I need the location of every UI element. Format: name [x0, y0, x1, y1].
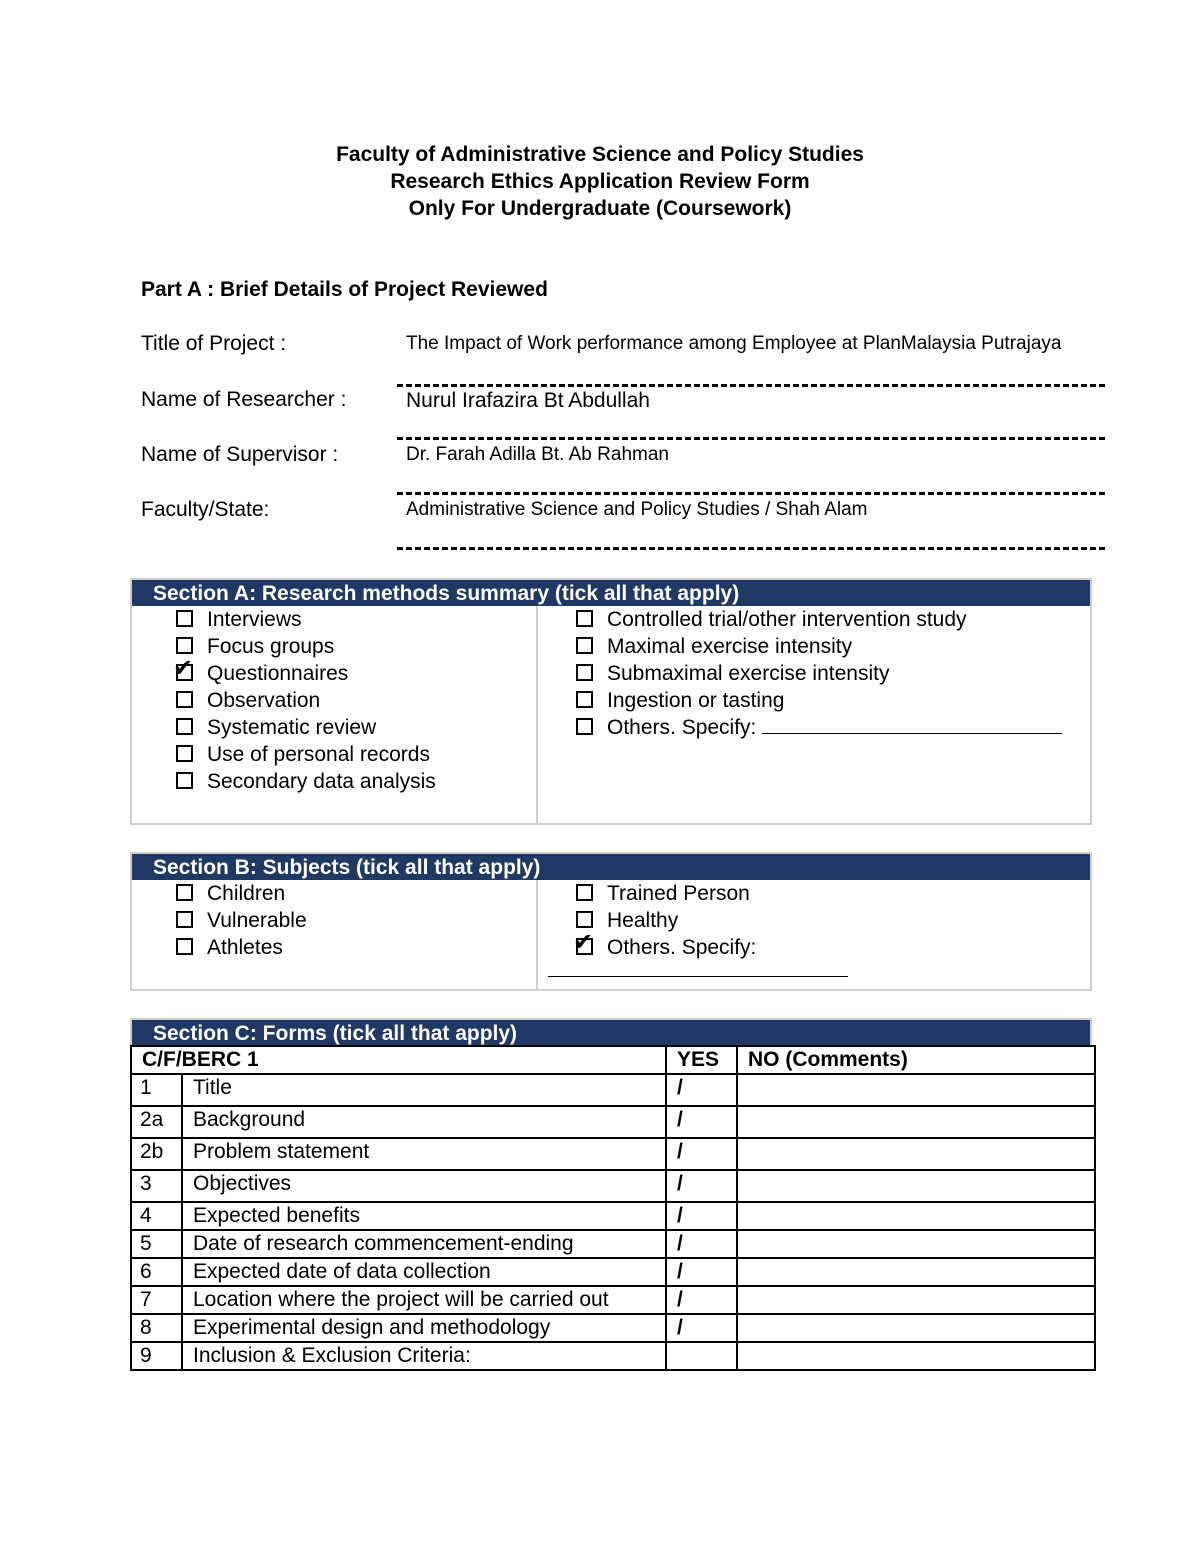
form-title: Research Ethics Application Review Form	[390, 170, 810, 193]
section-a-left-column	[132, 606, 538, 823]
row-number: 7	[131, 1286, 182, 1314]
table-row	[131, 1230, 1095, 1258]
table-row	[131, 1286, 1095, 1314]
table-row	[131, 1138, 1095, 1170]
row-yes[interactable]: /	[666, 1314, 737, 1342]
row-comment[interactable]	[737, 1230, 1095, 1258]
table-row	[131, 1258, 1095, 1286]
row-item: Location where the project will be carried out	[182, 1286, 666, 1314]
row-number: 6	[131, 1258, 182, 1286]
row-item: Date of research commencement-ending	[182, 1230, 666, 1258]
checkbox-icon[interactable]	[176, 745, 193, 762]
row-item: Objectives	[182, 1170, 666, 1202]
section-c-title: Section C: Forms (tick all that apply)	[132, 1020, 1090, 1046]
column-header-no-comments: NO (Comments)	[737, 1046, 1095, 1074]
row-item: Expected date of data collection	[182, 1258, 666, 1286]
faculty-state-label: Faculty/State:	[141, 498, 270, 521]
row-comment[interactable]	[737, 1286, 1095, 1314]
table-row	[131, 1106, 1095, 1138]
option-submaximal-exercise[interactable]	[576, 660, 1090, 687]
checkbox-checked-icon[interactable]	[173, 655, 194, 682]
option-label: Focus groups	[207, 635, 335, 658]
option-label: Others. Specify:	[607, 936, 757, 959]
option-questionnaires[interactable]	[173, 655, 536, 687]
column-header-yes: YES	[666, 1046, 737, 1074]
option-maximal-exercise[interactable]	[576, 633, 1090, 660]
row-number: 8	[131, 1314, 182, 1342]
row-number: 9	[131, 1342, 182, 1370]
table-header-row	[131, 1046, 1095, 1074]
row-number: 3	[131, 1170, 182, 1202]
row-comment[interactable]	[737, 1074, 1095, 1106]
specify-input[interactable]	[762, 717, 1062, 734]
row-yes[interactable]: /	[666, 1202, 737, 1230]
section-a-title: Section A: Research methods summary (tick all that apply)	[132, 580, 1090, 606]
option-interviews[interactable]	[176, 606, 536, 633]
table-row	[131, 1202, 1095, 1230]
table-row	[131, 1170, 1095, 1202]
row-item: Expected benefits	[182, 1202, 666, 1230]
check-mark-icon: ✔	[573, 929, 594, 956]
row-yes[interactable]: /	[666, 1138, 737, 1170]
row-comment[interactable]	[737, 1138, 1095, 1170]
row-comment[interactable]	[737, 1314, 1095, 1342]
option-children[interactable]	[176, 880, 536, 907]
checkbox-icon[interactable]	[176, 772, 193, 789]
title-of-project-value[interactable]: The Impact of Work performance among Employee at PlanMalaysia Putrajaya	[406, 333, 1062, 354]
form-header	[0, 141, 1200, 222]
option-label: Others. Specify:	[607, 716, 757, 739]
checkbox-icon[interactable]	[176, 938, 193, 955]
option-athletes[interactable]	[176, 934, 536, 961]
option-healthy[interactable]	[576, 907, 1090, 934]
column-header-form: C/F/BERC 1	[131, 1046, 666, 1074]
checkbox-icon[interactable]	[176, 691, 193, 708]
row-yes[interactable]: /	[666, 1170, 737, 1202]
option-systematic-review[interactable]	[176, 714, 536, 741]
option-controlled-trial[interactable]	[576, 606, 1090, 633]
checkbox-icon[interactable]	[176, 884, 193, 901]
row-yes[interactable]: /	[666, 1106, 737, 1138]
option-vulnerable[interactable]	[176, 907, 536, 934]
row-yes[interactable]: /	[666, 1230, 737, 1258]
forms-table	[130, 1045, 1096, 1371]
row-comment[interactable]	[737, 1106, 1095, 1138]
check-mark-icon: ✔	[173, 655, 194, 682]
option-label: Use of personal records	[207, 743, 430, 766]
option-secondary-data[interactable]	[176, 768, 536, 795]
option-personal-records[interactable]	[176, 741, 536, 768]
option-others-specify[interactable]	[573, 929, 1090, 961]
row-number: 5	[131, 1230, 182, 1258]
row-item: Background	[182, 1106, 666, 1138]
researcher-name-underline	[397, 437, 1105, 440]
option-observation[interactable]	[176, 687, 536, 714]
row-number: 1	[131, 1074, 182, 1106]
option-label: Observation	[207, 689, 321, 712]
row-yes[interactable]	[666, 1342, 737, 1370]
section-b-right-column	[538, 880, 1090, 989]
option-label: Questionnaires	[207, 662, 349, 685]
option-label: Interviews	[207, 608, 302, 631]
researcher-name-value[interactable]: Nurul Irafazira Bt Abdullah	[406, 389, 650, 412]
table-row	[131, 1342, 1095, 1370]
row-number: 2a	[131, 1106, 182, 1138]
row-item: Experimental design and methodology	[182, 1314, 666, 1342]
checkbox-icon[interactable]	[576, 691, 593, 708]
table-row	[131, 1314, 1095, 1342]
row-item: Inclusion & Exclusion Criteria:	[182, 1342, 666, 1370]
title-of-project-underline	[397, 384, 1105, 387]
row-comment[interactable]	[737, 1202, 1095, 1230]
checkbox-icon[interactable]	[176, 718, 193, 735]
section-a-right-column	[538, 606, 1090, 823]
checkbox-icon[interactable]	[576, 911, 593, 928]
option-label: Children	[207, 882, 286, 905]
option-focus-groups[interactable]	[176, 633, 536, 660]
checkbox-icon[interactable]	[176, 637, 193, 654]
supervisor-name-underline	[397, 492, 1105, 495]
form-subtitle: Only For Undergraduate (Coursework)	[408, 197, 792, 220]
row-yes[interactable]: /	[666, 1286, 737, 1314]
option-label: Controlled trial/other intervention study	[607, 608, 967, 631]
section-c	[130, 1018, 1092, 1047]
checkbox-icon[interactable]	[576, 884, 593, 901]
row-comment[interactable]	[737, 1342, 1095, 1370]
supervisor-name-value[interactable]: Dr. Farah Adilla Bt. Ab Rahman	[406, 444, 669, 465]
checkbox-icon[interactable]	[576, 664, 593, 681]
faculty-state-value[interactable]: Administrative Science and Policy Studies / Shah Alam	[406, 499, 868, 520]
faculty-title: Faculty of Administrative Science and Policy Studies	[336, 143, 864, 166]
option-label: Secondary data analysis	[207, 770, 436, 793]
row-item: Title	[182, 1074, 666, 1106]
option-label: Healthy	[607, 909, 679, 932]
row-comment[interactable]	[737, 1170, 1095, 1202]
checkbox-icon[interactable]	[576, 718, 593, 735]
row-item: Problem statement	[182, 1138, 666, 1170]
checkbox-icon[interactable]	[176, 610, 193, 627]
section-b-left-column	[132, 880, 538, 989]
row-number: 4	[131, 1202, 182, 1230]
section-b-title: Section B: Subjects (tick all that apply)	[132, 854, 1090, 880]
option-trained-person[interactable]	[576, 880, 1090, 907]
option-label: Trained Person	[607, 882, 750, 905]
checkbox-icon[interactable]	[576, 637, 593, 654]
option-label: Ingestion or tasting	[607, 689, 785, 712]
faculty-state-underline	[397, 547, 1105, 550]
checkbox-icon[interactable]	[176, 911, 193, 928]
specify-input[interactable]	[548, 976, 848, 977]
row-comment[interactable]	[737, 1258, 1095, 1286]
row-number: 2b	[131, 1138, 182, 1170]
checkbox-icon[interactable]	[576, 610, 593, 627]
option-label: Vulnerable	[207, 909, 307, 932]
option-label: Systematic review	[207, 716, 377, 739]
table-row	[131, 1074, 1095, 1106]
part-a-title: Part A : Brief Details of Project Reviewed	[141, 278, 548, 301]
option-label: Maximal exercise intensity	[607, 635, 853, 658]
row-yes[interactable]: /	[666, 1074, 737, 1106]
researcher-name-label: Name of Researcher :	[141, 388, 347, 411]
section-b	[130, 852, 1092, 991]
section-a	[130, 578, 1092, 825]
supervisor-name-label: Name of Supervisor :	[141, 443, 339, 466]
title-of-project-label: Title of Project :	[141, 332, 287, 355]
row-yes[interactable]: /	[666, 1258, 737, 1286]
option-others-specify[interactable]	[576, 714, 1090, 741]
option-ingestion[interactable]	[576, 687, 1090, 714]
option-label: Submaximal exercise intensity	[607, 662, 890, 685]
checkbox-checked-icon[interactable]	[573, 929, 594, 956]
option-label: Athletes	[207, 936, 283, 959]
